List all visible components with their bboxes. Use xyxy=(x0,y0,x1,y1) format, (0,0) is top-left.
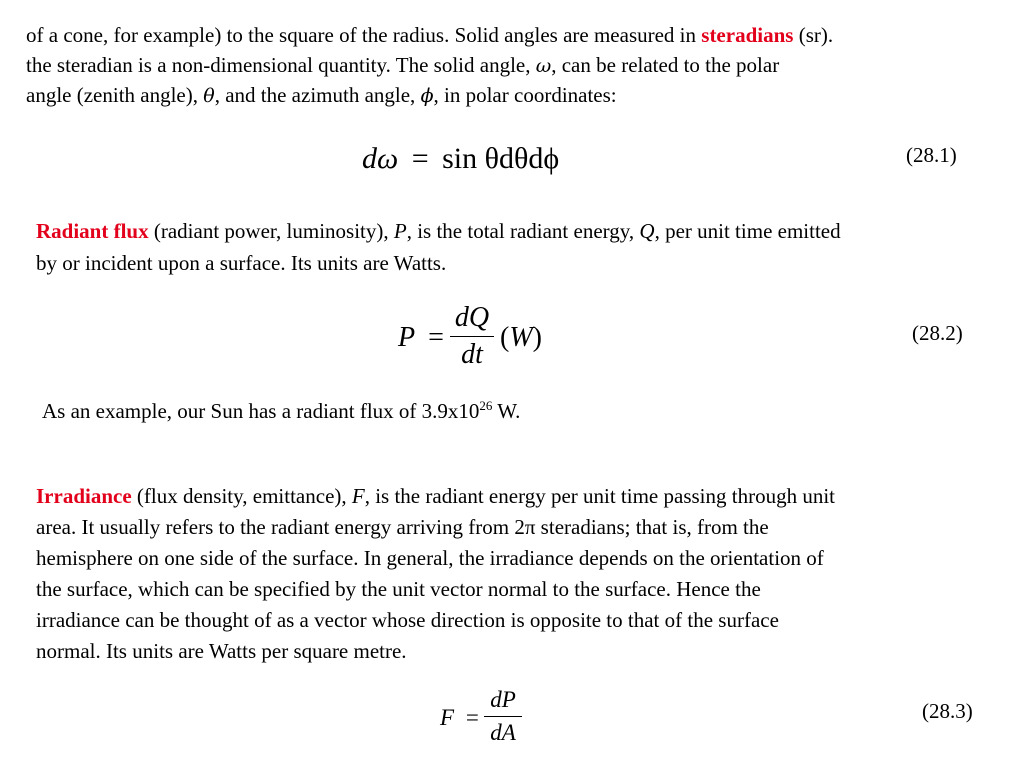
eq1-lhs: dω xyxy=(362,142,399,175)
eq3-equals: = xyxy=(465,705,479,730)
intro-text: , and the azimuth angle, xyxy=(214,83,421,107)
symbol-Q: Q xyxy=(639,219,655,243)
irradiance-line-1 xyxy=(36,483,835,509)
intro-text: angle (zenith angle), xyxy=(26,83,204,107)
symbol-P: P xyxy=(393,219,407,243)
intro-line-2 xyxy=(26,52,779,79)
eq1-equals: = xyxy=(411,142,429,175)
eq3-lhs: F xyxy=(440,705,455,730)
intro-line-3 xyxy=(26,82,617,109)
eq2-unit-w: W xyxy=(509,322,533,353)
eq3-fraction-bar xyxy=(484,716,522,717)
eq2-lhs: P xyxy=(398,322,416,353)
omega-symbol: ω xyxy=(535,55,552,77)
term-radiant-flux: Radiant flux xyxy=(36,219,149,243)
sun-example xyxy=(42,398,520,424)
eq2-fraction xyxy=(450,302,494,371)
equation-28-1 xyxy=(362,142,559,176)
eq2-equals: = xyxy=(428,322,444,353)
eq2-numerator: dQ xyxy=(454,302,490,333)
radiant-text: (radiant power, luminosity), xyxy=(148,219,394,243)
intro-text: of a cone, for example) to the square of the radius. Solid angles are measured in xyxy=(26,23,702,47)
eq1-rhs: sin θdθdϕ xyxy=(442,142,560,175)
radiant-text: , per unit time emitted xyxy=(654,219,841,243)
irradiance-line-4: the surface, which can be specified by the unit vector normal to the surface. Hence the xyxy=(36,577,761,601)
eq2-paren-close: ) xyxy=(532,322,542,353)
radiant-line-1 xyxy=(36,218,841,244)
term-irradiance: Irradiance xyxy=(36,484,132,508)
intro-text: the steradian is a non-dimensional quantity. The solid angle, xyxy=(26,53,536,77)
eq2-paren-open: ( xyxy=(500,322,510,353)
irradiance-line-3: hemisphere on one side of the surface. In general, the irradiance depends on the orientation of xyxy=(36,546,824,570)
term-steradians: steradians xyxy=(701,23,794,47)
equation-number-28-3: (28.3) xyxy=(922,699,973,723)
radiant-text: , is the total radiant energy, xyxy=(406,219,640,243)
phi-symbol: ϕ xyxy=(420,85,434,107)
eq2-fraction-bar xyxy=(450,336,494,337)
example-text: As an example, our Sun has a radiant flux of 3.9x10 xyxy=(42,399,480,423)
eq2-denominator: dt xyxy=(461,339,483,370)
irradiance-line-5: irradiance can be thought of as a vector whose direction is opposite to that of the surface xyxy=(36,608,779,632)
equation-number-28-1: (28.1) xyxy=(906,143,957,167)
intro-text: , can be related to the polar xyxy=(551,53,780,77)
theta-symbol: θ xyxy=(203,85,215,107)
symbol-F: F xyxy=(351,484,365,508)
intro-text: , in polar coordinates: xyxy=(433,83,617,107)
radiant-line-2: by or incident upon a surface. Its units are Watts. xyxy=(36,251,447,275)
eq3-numerator: dP xyxy=(490,687,516,712)
intro-line-1 xyxy=(26,22,833,48)
example-exponent: 26 xyxy=(479,398,493,413)
intro-text: (sr). xyxy=(793,23,834,47)
eq2-unit xyxy=(500,322,542,354)
eq3-denominator: dA xyxy=(490,720,516,745)
eq3-fraction xyxy=(484,686,522,747)
irradiance-text: , is the radiant energy per unit time passing through unit xyxy=(364,484,835,508)
irradiance-text: (flux density, emittance), xyxy=(131,484,352,508)
equation-number-28-2: (28.2) xyxy=(912,321,963,345)
eq2-lhs-group xyxy=(398,322,444,354)
irradiance-line-2: area. It usually refers to the radiant energy arriving from 2π steradians; that is, from the xyxy=(36,515,769,539)
eq3-lhs-group xyxy=(440,705,479,731)
example-unit: W. xyxy=(492,399,521,423)
irradiance-line-6: normal. Its units are Watts per square metre. xyxy=(36,639,407,663)
